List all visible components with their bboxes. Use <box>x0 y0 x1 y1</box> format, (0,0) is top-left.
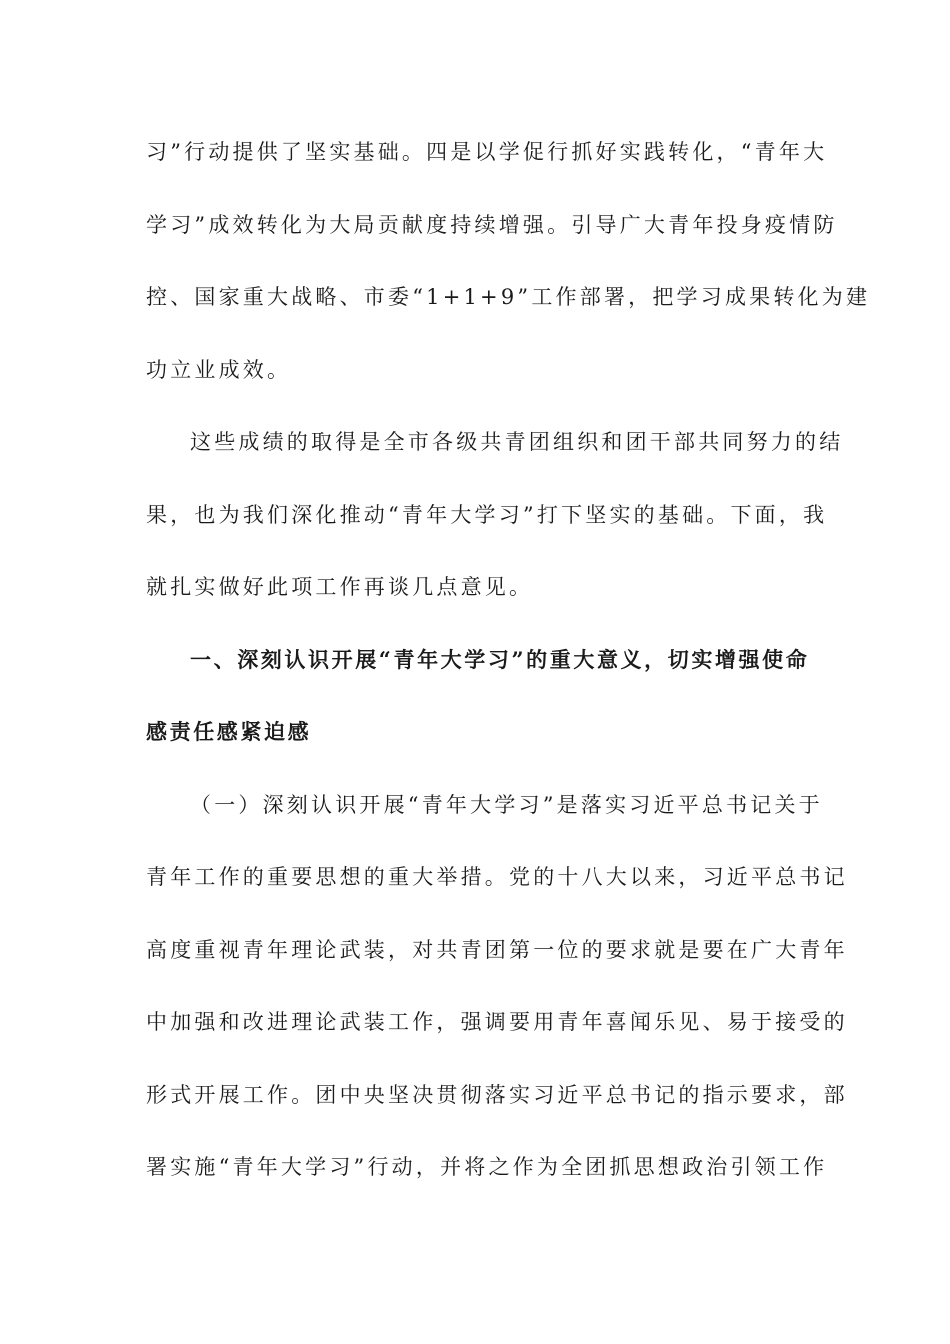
body-line: 署实施“青年大学习”行动，并将之作为全团抓思想政治引领工作 <box>146 1155 828 1179</box>
body-line: 就扎实做好此项工作再谈几点意见。 <box>146 575 534 599</box>
section-heading-line: 一、深刻认识开展“青年大学习”的重大意义，切实增强使命 <box>190 646 810 672</box>
body-line: 中加强和改进理论武装工作，强调要用青年喜闻乐见、易于接受的 <box>146 1010 848 1034</box>
body-line: 控、国家重大战略、市委“1+1+9”工作部署，把学习成果转化为建 <box>146 285 871 309</box>
paragraph-first-line: 这些成绩的取得是全市各级共青团组织和团干部共同努力的结 <box>190 430 844 454</box>
body-line: 形式开展工作。团中央坚决贯彻落实习近平总书记的指示要求，部 <box>146 1082 848 1107</box>
body-line: 高度重视青年理论武装，对共青团第一位的要求就是要在广大青年 <box>146 937 848 962</box>
document-body <box>146 127 871 1215</box>
body-line: 功立业成效。 <box>146 357 292 382</box>
section-heading-line: 感责任感紧迫感 <box>146 719 312 744</box>
body-line: 习”行动提供了坚实基础。四是以学促行抓好实践转化，“青年大 <box>146 140 828 164</box>
subsection-first-line: （一）深刻认识开展“青年大学习”是落实习近平总书记关于 <box>190 792 823 817</box>
body-line: 青年工作的重要思想的重大举措。党的十八大以来，习近平总书记 <box>146 865 848 889</box>
body-line: 果，也为我们深化推动“青年大学习”打下坚实的基础。下面，我 <box>146 502 828 527</box>
body-line: 学习”成效转化为大局贡献度持续增强。引导广大青年投身疫情防 <box>146 212 838 237</box>
